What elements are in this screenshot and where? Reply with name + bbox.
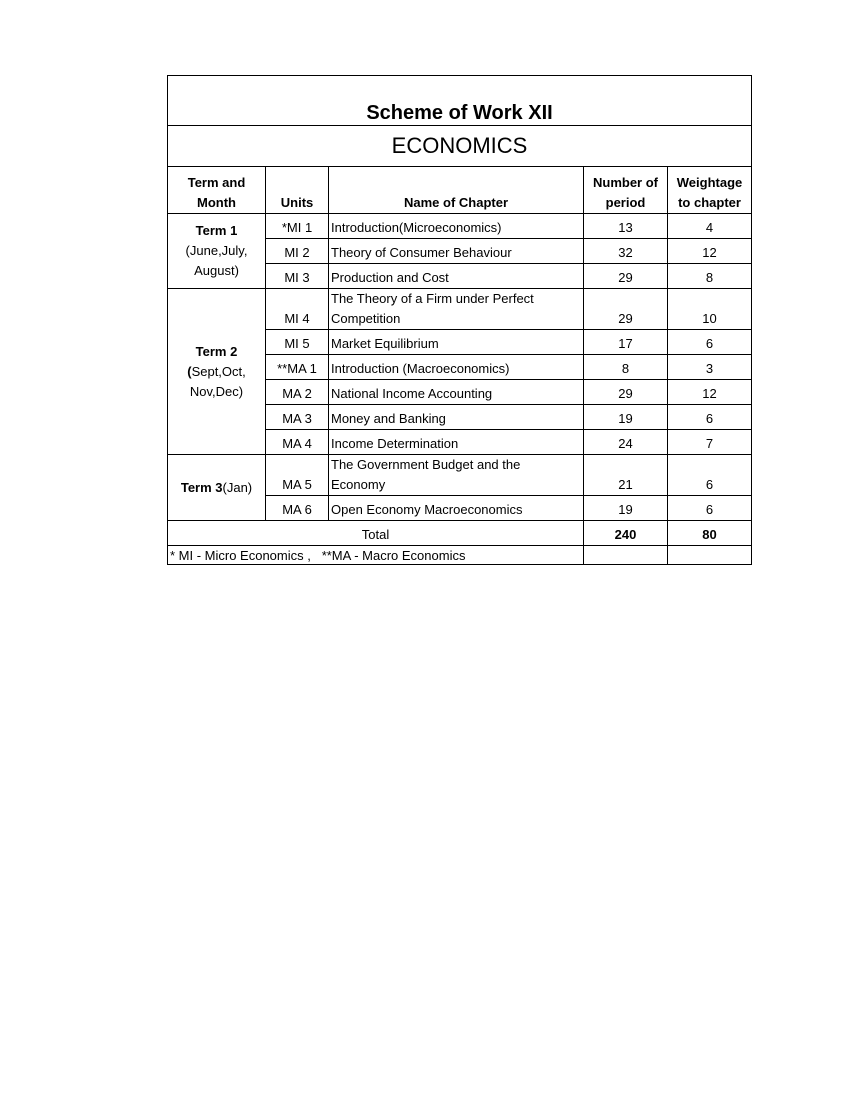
unit-cell: MI 4: [266, 289, 329, 330]
unit-cell: MI 3: [266, 264, 329, 289]
unit-cell: MA 4: [266, 430, 329, 455]
periods-cell: 21: [584, 455, 668, 496]
unit-cell: *MI 1: [266, 214, 329, 239]
unit-cell: MA 5: [266, 455, 329, 496]
unit-cell: MI 5: [266, 330, 329, 355]
weightage-cell: 12: [668, 380, 752, 405]
table-row: [168, 289, 752, 330]
periods-cell: 29: [584, 380, 668, 405]
chapter-cell: National Income Accounting: [329, 380, 584, 405]
header-units: Units: [266, 167, 329, 214]
unit-cell: **MA 1: [266, 355, 329, 380]
chapter-cell: Open Economy Macroeconomics: [329, 496, 584, 521]
weightage-cell: 10: [668, 289, 752, 330]
header-chapter: Name of Chapter: [329, 167, 584, 214]
chapter-cell: Production and Cost: [329, 264, 584, 289]
periods-cell: 13: [584, 214, 668, 239]
header-term-month: Term and Month: [168, 167, 266, 214]
chapter-cell: Introduction(Microeconomics): [329, 214, 584, 239]
periods-cell: 17: [584, 330, 668, 355]
unit-cell: MA 3: [266, 405, 329, 430]
term-3-cell: Term 3(Jan): [168, 455, 266, 521]
weightage-cell: 7: [668, 430, 752, 455]
periods-cell: 19: [584, 405, 668, 430]
header-periods: Number of period: [584, 167, 668, 214]
empty-cell: [668, 546, 752, 565]
total-periods: 240: [584, 521, 668, 546]
header-weightage: Weightage to chapter: [668, 167, 752, 214]
unit-cell: MA 2: [266, 380, 329, 405]
chapter-cell: Income Determination: [329, 430, 584, 455]
weightage-cell: 8: [668, 264, 752, 289]
weightage-cell: 3: [668, 355, 752, 380]
header-row: [168, 167, 752, 214]
chapter-cell: The Theory of a Firm under Perfect Competition: [329, 289, 584, 330]
periods-cell: 24: [584, 430, 668, 455]
chapter-cell: Introduction (Macroeconomics): [329, 355, 584, 380]
periods-cell: 32: [584, 239, 668, 264]
empty-cell: [584, 546, 668, 565]
footnote: * MI - Micro Economics , **MA - Macro Economics: [168, 546, 584, 565]
term-1-cell: Term 1 (June,July, August): [168, 214, 266, 289]
weightage-cell: 4: [668, 214, 752, 239]
table-row: [168, 214, 752, 239]
weightage-cell: 12: [668, 239, 752, 264]
chapter-cell: Market Equilibrium: [329, 330, 584, 355]
weightage-cell: 6: [668, 496, 752, 521]
weightage-cell: 6: [668, 330, 752, 355]
unit-cell: MI 2: [266, 239, 329, 264]
chapter-cell: Theory of Consumer Behaviour: [329, 239, 584, 264]
periods-cell: 29: [584, 289, 668, 330]
subject-heading: ECONOMICS: [168, 126, 752, 167]
total-weightage: 80: [668, 521, 752, 546]
weightage-cell: 6: [668, 455, 752, 496]
total-row: [168, 521, 752, 546]
table-row: [168, 455, 752, 496]
total-label: Total: [168, 521, 584, 546]
term-2-cell: Term 2 (Sept,Oct, Nov,Dec): [168, 289, 266, 455]
chapter-cell: The Government Budget and the Economy: [329, 455, 584, 496]
footnote-row: [168, 546, 752, 565]
page-title: Scheme of Work XII: [168, 76, 752, 126]
weightage-cell: 6: [668, 405, 752, 430]
periods-cell: 29: [584, 264, 668, 289]
chapter-cell: Money and Banking: [329, 405, 584, 430]
periods-cell: 8: [584, 355, 668, 380]
periods-cell: 19: [584, 496, 668, 521]
unit-cell: MA 6: [266, 496, 329, 521]
scheme-of-work-table: [167, 75, 752, 565]
